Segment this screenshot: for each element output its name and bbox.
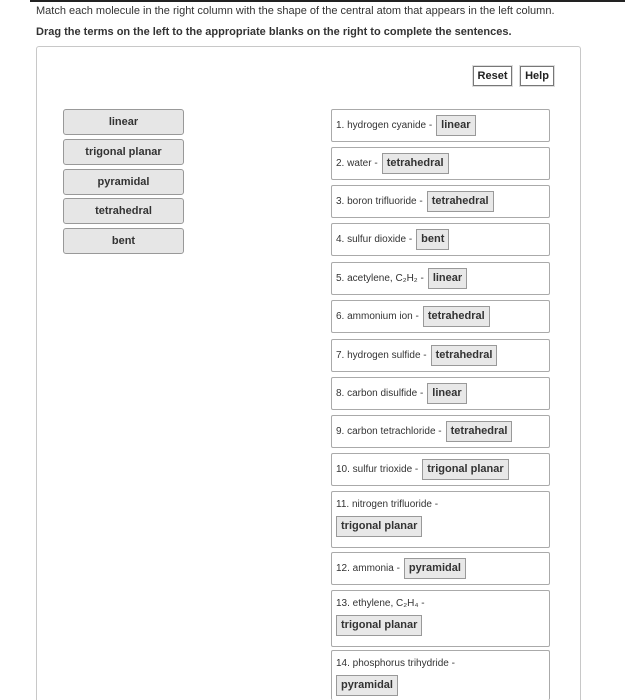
sentence-14 bbox=[331, 650, 550, 700]
top-divider bbox=[30, 0, 625, 2]
answer-blank[interactable]: tetrahedral bbox=[427, 191, 494, 212]
instructions-line-1: Match each molecule in the right column with the shape of the central atom that appears in the left column. bbox=[36, 5, 555, 17]
answer-blank[interactable]: bent bbox=[416, 229, 449, 250]
sentence-6 bbox=[331, 300, 550, 333]
sentence-label: 6. ammonium ion - bbox=[336, 311, 419, 322]
term-trigonal-planar[interactable]: trigonal planar bbox=[63, 139, 184, 165]
sentence-5 bbox=[331, 262, 550, 295]
sentence-12 bbox=[331, 552, 550, 585]
sentence-13 bbox=[331, 590, 550, 647]
answer-blank[interactable]: trigonal planar bbox=[336, 615, 422, 636]
sentence-7 bbox=[331, 339, 550, 372]
sentence-label: 12. ammonia - bbox=[336, 563, 400, 574]
sentence-label: 1. hydrogen cyanide - bbox=[336, 120, 433, 131]
reset-button[interactable]: Reset bbox=[473, 66, 512, 86]
sentence-label: 7. hydrogen sulfide - bbox=[336, 350, 427, 361]
term-bent[interactable]: bent bbox=[63, 228, 184, 254]
sentence-label: 2. water - bbox=[336, 158, 378, 169]
sentence-label: 13. ethylene, C₂H₄ - bbox=[336, 598, 425, 609]
term-pyramidal[interactable]: pyramidal bbox=[63, 169, 184, 195]
sentence-label: 5. acetylene, C₂H₂ - bbox=[336, 273, 424, 284]
term-linear[interactable]: linear bbox=[63, 109, 184, 135]
sentence-label: 3. boron trifluoride - bbox=[336, 196, 423, 207]
sentence-label: 9. carbon tetrachloride - bbox=[336, 426, 442, 437]
answer-blank[interactable]: tetrahedral bbox=[423, 306, 490, 327]
sentence-label: 14. phosphorus trihydride - bbox=[336, 658, 455, 669]
answer-blank[interactable]: tetrahedral bbox=[431, 345, 498, 366]
sentence-label: 10. sulfur trioxide - bbox=[336, 464, 419, 475]
answer-blank[interactable]: pyramidal bbox=[336, 675, 398, 696]
answer-blank[interactable]: trigonal planar bbox=[422, 459, 508, 480]
answer-blank[interactable]: tetrahedral bbox=[382, 153, 449, 174]
sentence-label: 11. nitrogen trifluoride - bbox=[336, 499, 439, 510]
sentence-2 bbox=[331, 147, 550, 180]
answer-blank[interactable]: linear bbox=[427, 383, 466, 404]
answer-blank[interactable]: linear bbox=[436, 115, 475, 136]
answer-blank[interactable]: trigonal planar bbox=[336, 516, 422, 537]
instructions-line-2: Drag the terms on the left to the appropriate blanks on the right to complete the sentences. bbox=[36, 26, 512, 38]
sentence-8 bbox=[331, 377, 550, 410]
sentence-9 bbox=[331, 415, 550, 448]
sentence-1 bbox=[331, 109, 550, 142]
sentence-3 bbox=[331, 185, 550, 218]
sentence-11 bbox=[331, 491, 550, 548]
sentence-4 bbox=[331, 223, 550, 256]
help-button[interactable]: Help bbox=[520, 66, 554, 86]
answer-blank[interactable]: pyramidal bbox=[404, 558, 466, 579]
answer-blank[interactable]: linear bbox=[428, 268, 467, 289]
answer-blank[interactable]: tetrahedral bbox=[446, 421, 513, 442]
sentence-label: 8. carbon disulfide - bbox=[336, 388, 424, 399]
term-tetrahedral[interactable]: tetrahedral bbox=[63, 198, 184, 224]
sentence-10 bbox=[331, 453, 550, 486]
sentence-label: 4. sulfur dioxide - bbox=[336, 234, 413, 245]
